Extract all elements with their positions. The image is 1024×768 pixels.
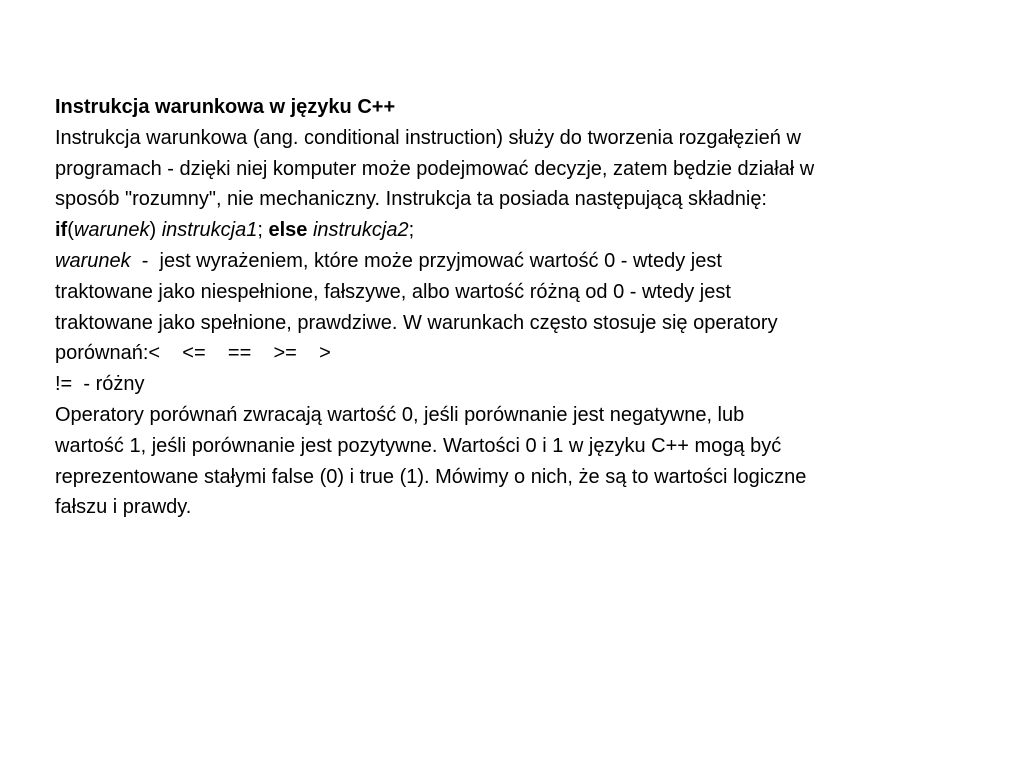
slide-content [55, 92, 975, 523]
closing-line-3: reprezentowane stałymi false (0) i true (1). Mówimy o nich, że są to wartości logiczne [55, 465, 807, 488]
intro-line-1: Instrukcja warunkowa (ang. conditional instruction) służy do tworzenia rozgałęzień w [55, 126, 801, 149]
semicolon-2: ; [408, 219, 415, 242]
if-keyword: if [55, 219, 68, 242]
comparison-operators-line: porównań:< <= == >= > [55, 342, 331, 365]
condition-definition-line [55, 246, 975, 277]
slide-title: Instrukcja warunkowa w języku C++ [55, 96, 396, 118]
condition-description-3: traktowane jako spełnione, prawdziwe. W warunkach często stosuje się operatory [55, 311, 778, 334]
not-equal-line: != - różny [55, 373, 145, 396]
syntax-statement-1: instrukcja1 [161, 219, 258, 242]
close-paren: ) [149, 219, 157, 242]
open-paren: ( [67, 219, 74, 242]
closing-line-2: wartość 1, jeśli porównanie jest pozytywne. Wartości 0 i 1 w języku C++ mogą być [55, 434, 782, 457]
condition-term: warunek [55, 249, 131, 272]
semicolon-1: ; [257, 219, 263, 242]
closing-line-1: Operatory porównań zwracają wartość 0, jeśli porównanie jest negatywne, lub [55, 403, 745, 426]
intro-line-3: sposób "rozumny", nie mechaniczny. Instrukcja ta posiada następującą składnię: [55, 188, 767, 211]
closing-line-4: fałszu i prawdy. [55, 496, 192, 519]
syntax-line [55, 215, 975, 246]
condition-description-2: traktowane jako niespełnione, fałszywe, albo wartość różną od 0 - wtedy jest [55, 280, 731, 303]
condition-description-1: - jest wyrażeniem, które może przyjmować wartość 0 - wtedy jest [130, 249, 722, 272]
syntax-condition: warunek [73, 219, 150, 242]
intro-line-2: programach - dzięki niej komputer może podejmować decyzje, zatem będzie działał w [55, 157, 815, 180]
else-keyword: else [268, 219, 308, 242]
syntax-statement-2: instrukcja2 [312, 219, 409, 242]
